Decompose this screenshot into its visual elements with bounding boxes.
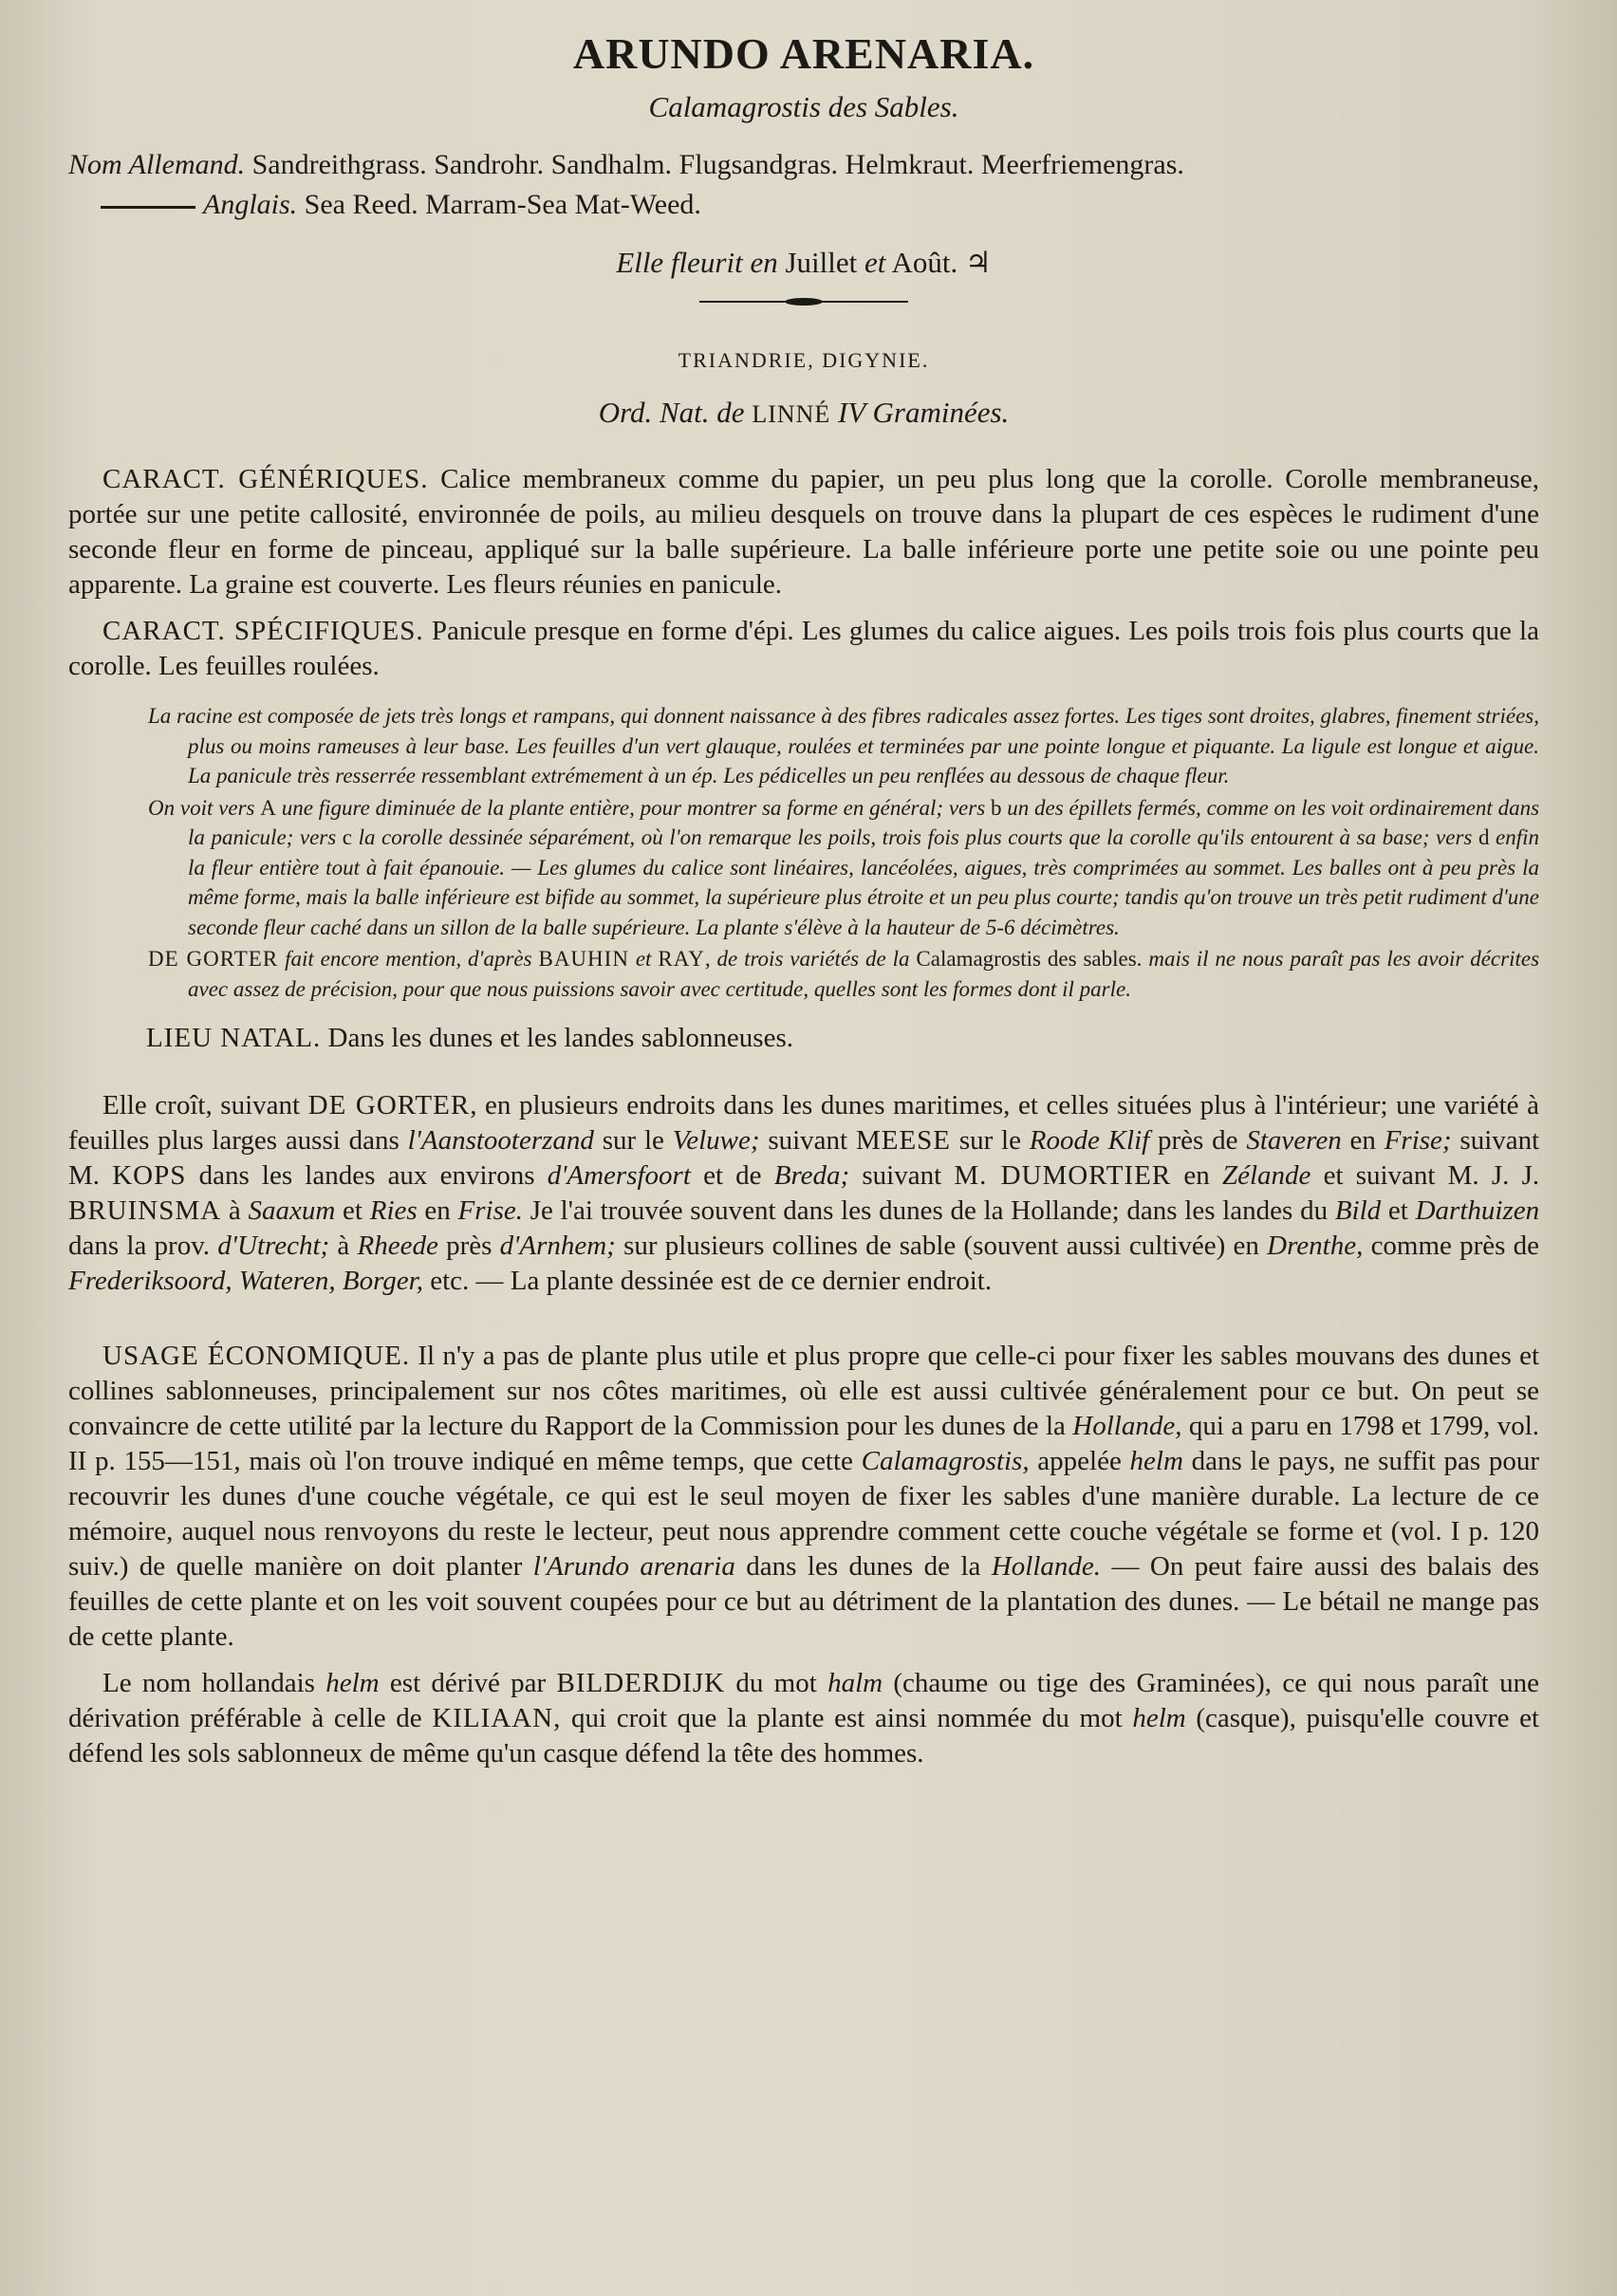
flowering-time: Elle fleurit en Juillet et Août. ♃ [616, 246, 992, 279]
english-names: Sea Reed. Marram-Sea Mat-Weed. [304, 189, 701, 220]
varieties-note: DE GORTER fait encore mention, d'après BAUHIN et RAY, de trois variétés de la Calamagrostis des sables. mais il ne nous paraît pas les avoir décrites avec assez de précision, pour que nous puissions savoir avec certitude, quelles sont les formes dont il parle. [148, 947, 1540, 1001]
ditto-dash [101, 206, 195, 209]
specific-heading: CARACT. SPÉCIFIQUES. [102, 616, 424, 646]
economic-use-heading: USAGE ÉCONOMIQUE. [102, 1341, 411, 1371]
specific-characters: CARACT. SPÉCIFIQUES. Panicule presque en forme d'épi. Les glumes du calice aigues. Les poils trois fois plus courts que la corolle. Les feuilles roulées. [68, 616, 1539, 681]
english-names-line [68, 185, 1539, 225]
page-title: ARUNDO ARENARIA. [572, 29, 1035, 78]
natural-order: Ord. Nat. de LINNÉ IV Graminées. [598, 396, 1010, 429]
locations-paragraph: Elle croît, suivant DE GORTER, en plusieurs endroits dans les dunes maritimes, et celles situées plus à l'intérieur; une variété à feuilles plus larges aussi dans l'Aanstooterzand sur le Veluwe; suivant MEESE sur le Roode Klif près de Staveren en Frise; suivant M. KOPS dans les landes aux environs d'Amersfoort et de Breda; suivant M. DUMORTIER en Zélande et suivant M. J. J. BRUINSMA à Saaxum et Ries en Frise. Je l'ai trouvée souvent dans les dunes de la Hollande; dans les landes du Bild et Darthuizen dans la prov. d'Utrecht; à Rheede près d'Arnhem; sur plusieurs collines de sable (souvent aussi cultivée) en Drenthe, comme près de Frederiksoord, Wateren, Borger, etc. — La plante dessinée est de ce dernier endroit. [68, 1090, 1540, 1296]
habitat-line: LIEU NATAL. Dans les dunes et les landes sablonneuses. [146, 1023, 793, 1053]
habitat-heading: LIEU NATAL. [146, 1023, 322, 1053]
vernacular-names [68, 145, 1539, 225]
ornamental-divider [699, 299, 908, 305]
generic-characters: CARACT. GÉNÉRIQUES. Calice membraneux comme du papier, un peu plus long que la corolle. Corolle membraneuse, portée sur une petite callosité, environnée de poils, au milieu desquels on trouve dans la plupart de ces espèces le rudiment d'une seconde fleur en forme de pinceau, appliqué sur la balle supérieure. La balle inférieure porte une petite soie ou une pointe peu apparente. La graine est couverte. Les fleurs réunies en panicule. [68, 464, 1540, 600]
perennial-symbol: ♃ [964, 246, 992, 279]
page-subtitle: Calamagrostis des Sables. [648, 90, 959, 123]
etymology-paragraph: Le nom hollandais helm est dérivé par BILDERDIJK du mot halm (chaume ou tige des Graminées), ce qui nous paraît une dérivation préférable à celle de KILIAAN, qui croit que la plante est ainsi nommée du mot helm (casque), puisqu'elle couvre et défend les sols sablonneux de même qu'un casque défend la tête des hommes. [68, 1668, 1540, 1768]
german-label: Nom Allemand. [68, 149, 246, 180]
figure-explanation: On voit vers A une figure diminuée de la plante entière, pour montrer sa forme en général; vers b un des épillets fermés, comme on les voit ordinairement dans la panicule; vers c la corolle dessinée séparément, où l'on remarque les poils, trois fois plus courts que la corolle qu'ils entourent à sa base; vers d enfin la fleur entière tout à fait épanouie. — Les glumes du calice sont linéaires, lancéolées, aigues, très comprimées au sommet. Les balles ont à peu près la même forme, mais la balle inférieure est bifide au sommet, la supérieure plus étroite et un peu plus courte; tandis qu'on trouve un très petit rudiment d'une seconde fleur caché dans un sillon de la balle supérieure. La plante s'élève à la hauteur de 5-6 décimètres. [148, 795, 1540, 939]
economic-use-paragraph: USAGE ÉCONOMIQUE. Il n'y a pas de plante plus utile et plus propre que celle-ci pour fixer les sables mouvans des dunes et collines sablonneuses, principalement sur nos côtes maritimes, où elle est aussi cultivée généralement pour ce but. On peut se convaincre de cette utilité par la lecture du Rapport de la Commission pour les dunes de la Hollande, qui a paru en 1798 et 1799, vol. II p. 155—151, mais où l'on trouve indiqué en même temps, que cette Calamagrostis, appelée helm dans le pays, ne suffit pas pour recouvrir les dunes d'une couche végétale, ce qui est le seul moyen de fixer les sables d'une manière durable. La lecture de ce mémoire, auquel nous renvoyons du reste le lecteur, peut nous apprendre comment cette couche végétale se forme et (vol. I p. 120 suiv.) de quelle manière on doit planter l'Arundo arenaria dans les dunes de la Hollande. — On peut faire aussi des balais des feuilles de cette plante et on les voit souvent coupées pour ce but au détriment de la plantation des dunes. — Le bétail ne mange pas de cette plante. [68, 1341, 1540, 1652]
english-label: Anglais. [203, 189, 298, 220]
description-paragraph: La racine est composée de jets très longs et rampans, qui donnent naissance à des fibres radicales assez fortes. Les tiges sont droites, glabres, finement striées, plus ou moins rameuses à leur base. Les feuilles d'un vert glauque, roulées et terminées par une pointe longue et piquante. La ligule est longue et aigue. La panicule très resserrée ressemblant extrémement à un ép. Les pédicelles un peu renflées au dessous de chaque fleur. [148, 704, 1539, 787]
german-names-line [68, 145, 1539, 185]
generic-heading: CARACT. GÉNÉRIQUES. [102, 464, 429, 494]
linnaean-class: TRIANDRIE, DIGYNIE. [678, 348, 930, 372]
german-names: Sandreithgrass. Sandrohr. Sandhalm. Flugsandgras. Helmkraut. Meerfriemengras. [251, 149, 1184, 180]
